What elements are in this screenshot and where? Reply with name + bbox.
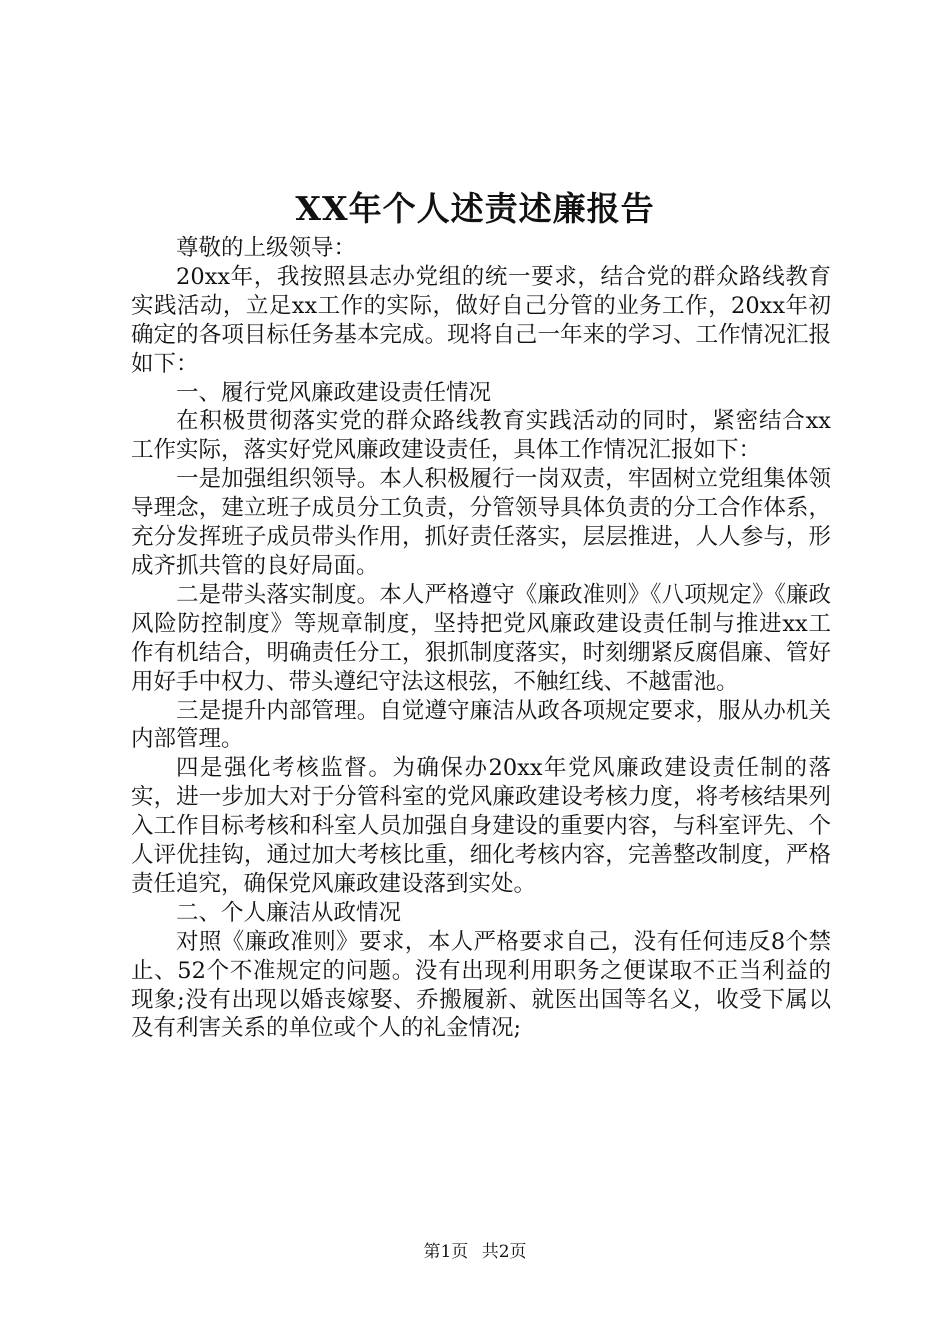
document-title: XX年个人述责述廉报告 bbox=[295, 189, 655, 228]
page-number: 第1页 bbox=[423, 1242, 469, 1262]
paragraph: 二是带头落实制度。本人严格遵守《廉政准则》《八项规定》《廉政风险防控制度》等规章制度，坚持把党风廉政建设责任制与推进xx工作有机结合，明确责任分工，狠抓制度落实，时刻绷紧反腐倡廉、管好用好手中权力、带头遵纪守法这根弦，不触红线、不越雷池。 bbox=[131, 581, 831, 695]
paragraph: 一是加强组织领导。本人积极履行一岗双责，牢固树立党组集体领导理念，建立班子成员分工负责，分管领导具体负责的分工合作体系，充分发挥班子成员带头作用，抓好责任落实，层层推进，人人参与，形成齐抓共管的良好局面。 bbox=[131, 466, 831, 579]
salutation: 尊敬的上级领导： bbox=[176, 235, 357, 261]
page-footer bbox=[0, 1240, 950, 1264]
paragraph-intro: 20xx年，我按照县志办党组的统一要求，结合党的群众路线教育实践活动，立足xx工作的实际，做好自己分管的业务工作，20xx年初确定的各项目标任务基本完成。现将自己一年来的学习、工作情况汇报如下： bbox=[131, 263, 831, 377]
section-heading-2: 二、个人廉洁从政情况 bbox=[176, 899, 402, 926]
page-total: 共2页 bbox=[481, 1242, 527, 1262]
document-body bbox=[131, 234, 831, 1043]
paragraph: 三是提升内部管理。自觉遵守廉洁从政各项规定要求，服从办机关内部管理。 bbox=[131, 697, 831, 753]
section-heading-1: 一、履行党风廉政建设责任情况 bbox=[176, 379, 492, 406]
paragraph: 四是强化考核监督。为确保办20xx年党风廉政建设责任制的落实，进一步加大对于分管科室的党风廉政建设考核力度，将考核结果列入工作目标考核和科室人员加强自身建设的重要内容，与科室评先、个人评优挂钩，通过加大考核比重，细化考核内容，完善整改制度，严格责任追究，确保党风廉政建设落到实处。 bbox=[131, 755, 831, 897]
paragraph: 在积极贯彻落实党的群众路线教育实践活动的同时，紧密结合xx工作实际，落实好党风廉政建设责任，具体工作情况汇报如下： bbox=[131, 408, 831, 464]
paragraph: 对照《廉政准则》要求，本人严格要求自己，没有任何违反8个禁止、52个不准规定的问题。没有出现利用职务之便谋取不正当利益的现象;没有出现以婚丧嫁娶、乔搬履新、就医出国等名义，收受下属以及有利害关系的单位或个人的礼金情况; bbox=[131, 928, 831, 1042]
